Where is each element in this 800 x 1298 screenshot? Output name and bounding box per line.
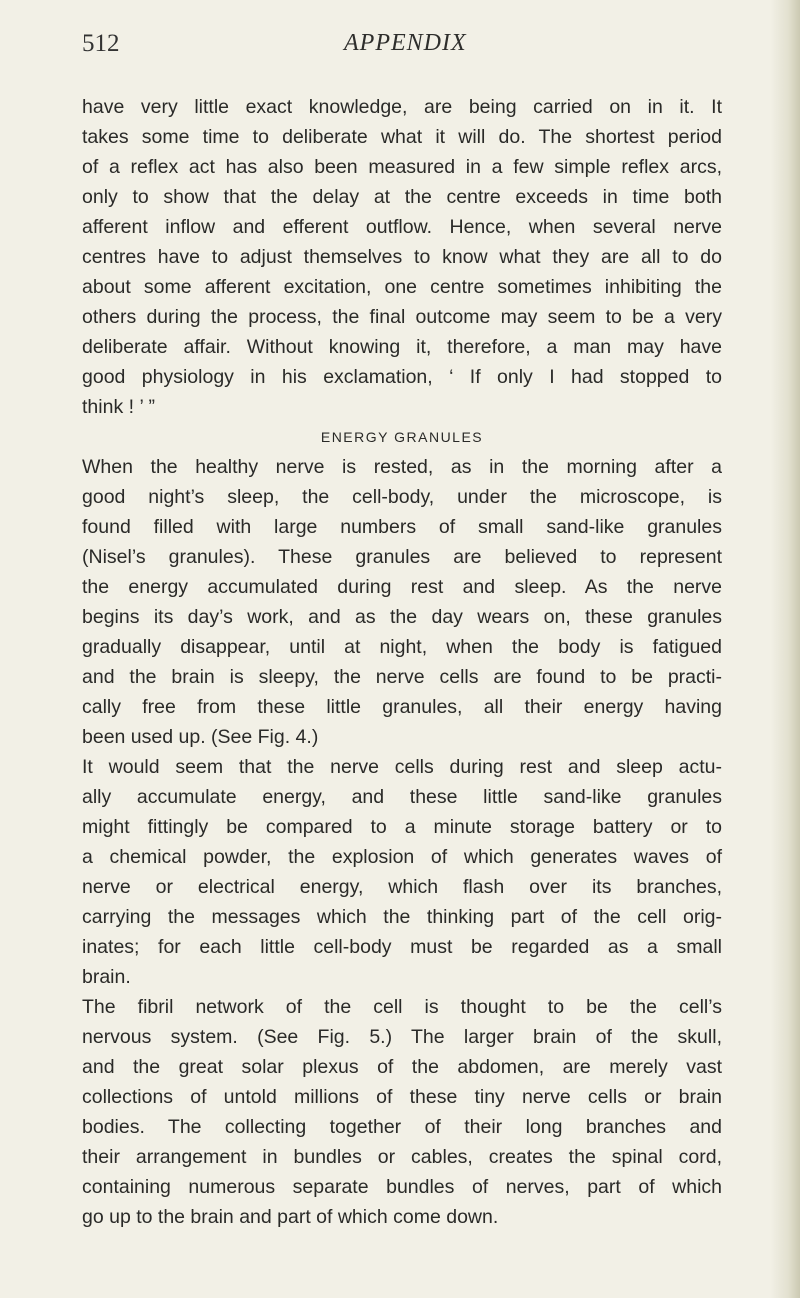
running-title: APPENDIX (344, 30, 467, 56)
page-number: 512 (82, 30, 120, 57)
text-line: and the brain is sleepy, the nerve cells are found to be practi- (82, 666, 722, 688)
text-line: afferent inflow and efferent outflow. Hence, when several nerve (82, 216, 722, 238)
text-line: go up to the brain and part of which come down. (82, 1206, 499, 1228)
text-line: the energy accumulated during rest and sleep. As the nerve (82, 576, 722, 598)
text-line: The fibril network of the cell is thought to be the cell’s (82, 996, 722, 1018)
text-line: nervous system. (See Fig. 5.) The larger brain of the skull, (82, 1026, 722, 1048)
paragraph (82, 452, 722, 752)
text-line: have very little exact knowledge, are being carried on in it. It (82, 96, 722, 118)
section-heading: ENERGY GRANULES (320, 429, 484, 445)
paragraph (82, 92, 722, 422)
text-line: good physiology in his exclamation, ‘ If only I had stopped to (82, 366, 722, 388)
text-line: think ! ’ ” (82, 396, 155, 418)
text-line: a chemical powder, the explosion of which generates waves of (82, 846, 722, 868)
page-edge-shadow (770, 0, 800, 1298)
text-line: found filled with large numbers of small sand-like granules (82, 516, 722, 538)
body-text (82, 92, 722, 1232)
text-line: gradually disappear, until at night, when the body is fatigued (82, 636, 722, 658)
text-line: of a reflex act has also been measured in a few simple reflex arcs, (82, 156, 722, 178)
text-line: ally accumulate energy, and these little sand-like granules (82, 786, 722, 808)
text-line: cally free from these little granules, all their energy having (82, 696, 722, 718)
text-line: begins its day’s work, and as the day wears on, these granules (82, 606, 722, 628)
text-line: their arrangement in bundles or cables, creates the spinal cord, (82, 1146, 722, 1168)
text-line: might fittingly be compared to a minute storage battery or to (82, 816, 722, 838)
text-line: good night’s sleep, the cell-body, under the microscope, is (82, 486, 722, 508)
text-line: deliberate affair. Without knowing it, therefore, a man may have (82, 336, 722, 358)
text-line: and the great solar plexus of the abdomen, are merely vast (82, 1056, 722, 1078)
text-line: collections of untold millions of these tiny nerve cells or brain (82, 1086, 722, 1108)
text-line: been used up. (See Fig. 4.) (82, 726, 319, 748)
text-line: only to show that the delay at the centre exceeds in time both (82, 186, 722, 208)
text-line: centres have to adjust themselves to know what they are all to do (82, 246, 722, 268)
text-line: about some afferent excitation, one centre sometimes inhibiting the (82, 276, 722, 298)
text-line: carrying the messages which the thinking part of the cell orig- (82, 906, 722, 928)
text-line: (Nisel’s granules). These granules are believed to represent (82, 546, 722, 568)
text-line: It would seem that the nerve cells during rest and sleep actu- (82, 756, 722, 778)
paragraph (82, 992, 722, 1232)
running-head (82, 30, 722, 66)
text-line: others during the process, the final outcome may seem to be a very (82, 306, 722, 328)
text-line: When the healthy nerve is rested, as in the morning after a (82, 456, 722, 478)
text-line: nerve or electrical energy, which flash over its branches, (82, 876, 722, 898)
text-line: takes some time to deliberate what it will do. The shortest period (82, 126, 722, 148)
text-line: brain. (82, 966, 131, 988)
text-line: containing numerous separate bundles of nerves, part of which (82, 1176, 722, 1198)
text-line: inates; for each little cell-body must be regarded as a small (82, 936, 722, 958)
text-line: bodies. The collecting together of their long branches and (82, 1116, 722, 1138)
paragraph (82, 752, 722, 992)
